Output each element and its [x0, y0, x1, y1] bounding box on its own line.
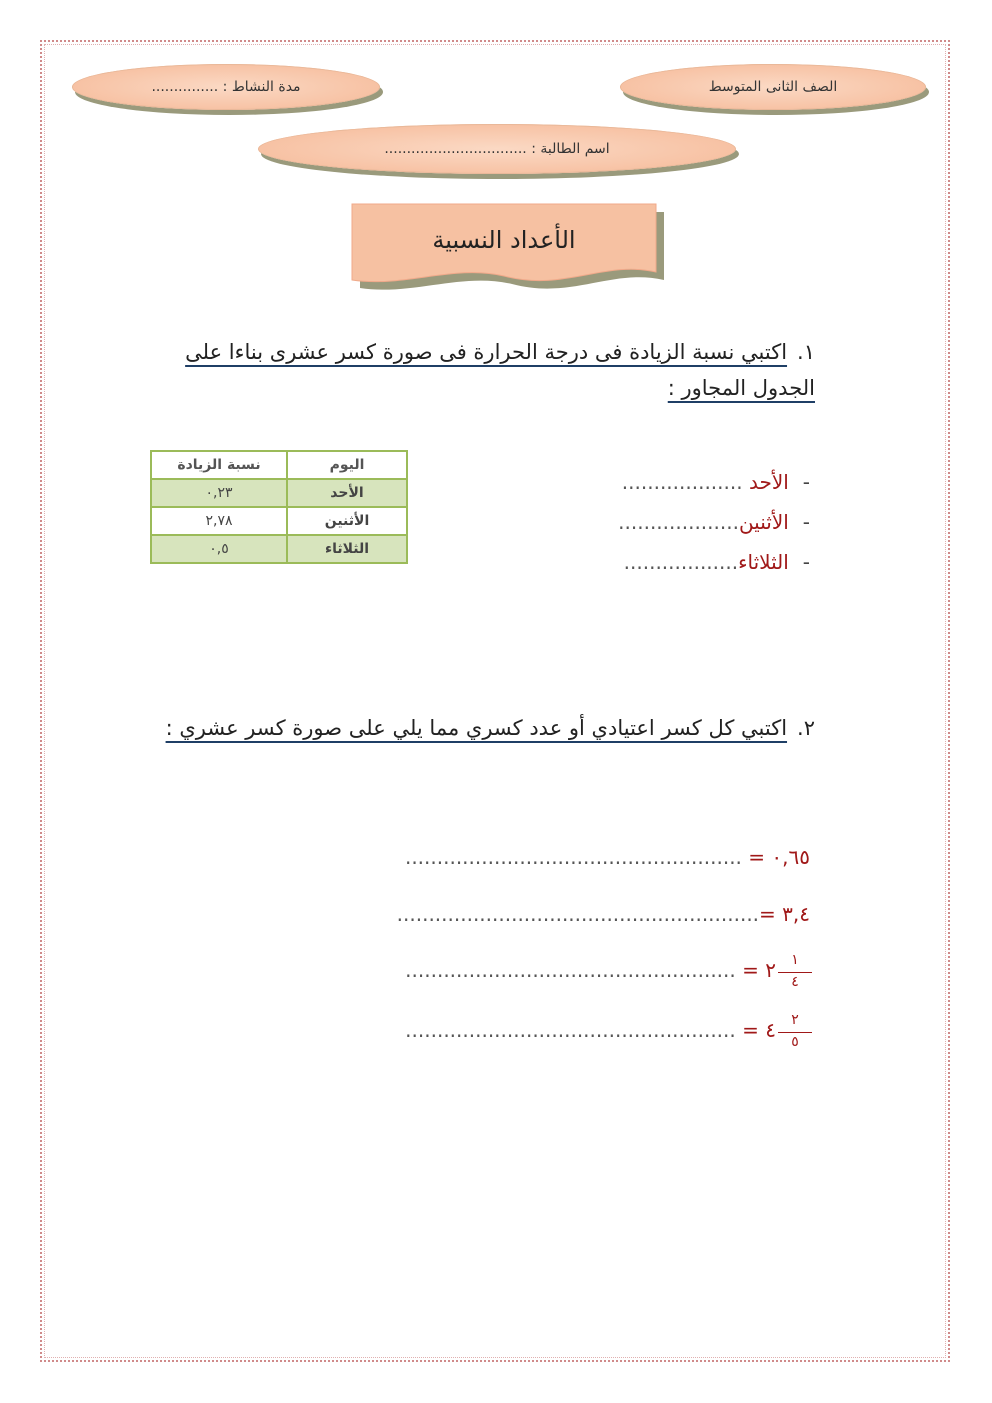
answer-blank[interactable]: ................... [618, 510, 739, 534]
title-banner [348, 200, 660, 288]
student-name-text: اسم الطالبة : ................................ [384, 141, 610, 157]
fraction-bar [778, 972, 812, 973]
row-value: ٠,٢٣ [151, 479, 287, 507]
row-value: ٠,٥ [151, 535, 287, 563]
equation-equals: = [735, 1018, 766, 1042]
answer-label: الثلاثاء [738, 550, 789, 574]
equation-blank[interactable]: ..................................................... [404, 845, 742, 869]
row-day: الثلاثاء [287, 535, 407, 563]
mixed-whole: ٤ [765, 1018, 776, 1042]
fraction-denominator: ٥ [791, 1034, 799, 1050]
question-2 [150, 710, 815, 746]
row-day: الأثنين [287, 507, 407, 535]
table-header-row [151, 451, 407, 479]
table-row [151, 507, 407, 535]
fraction-numerator: ٢ [791, 1012, 799, 1028]
fraction-bar [778, 1032, 812, 1033]
equation-4[interactable] [405, 1018, 776, 1042]
question-2-text: اكتبي كل كسر اعتيادي أو عدد كسري مما يلي على صورة كسر عشري : [165, 716, 788, 740]
equation-equals: = [735, 958, 766, 982]
question-1-text: اكتبي نسبة الزيادة فى درجة الحرارة فى صورة كسر عشرى بناءا على الجدول المجاور : [185, 340, 815, 400]
student-name-field [258, 124, 736, 174]
question-2-number: ٢. [797, 716, 815, 740]
equation-expr: ٠,٦٥ = [741, 845, 810, 869]
equation-blank[interactable]: .................................................... [405, 1018, 736, 1042]
answer-blank[interactable]: .................. [623, 550, 739, 574]
header-increase: نسبة الزيادة [151, 451, 287, 479]
equation-1[interactable] [405, 845, 810, 869]
equation-3[interactable] [405, 958, 776, 982]
header-day: اليوم [287, 451, 407, 479]
page-title: الأعداد النسبية [432, 226, 576, 254]
answer-label: الأحد [748, 470, 789, 494]
equation-2[interactable] [397, 902, 810, 926]
duration-field [72, 64, 380, 110]
duration-text: مدة النشاط : ............... [151, 79, 301, 95]
answer-label: الأثنين [738, 510, 789, 534]
temperature-table [150, 450, 408, 564]
fraction-denominator: ٤ [791, 974, 799, 990]
answer-line-sunday[interactable]: -الأحد ................... [621, 470, 810, 494]
row-day: الأحد [287, 479, 407, 507]
question-1 [150, 334, 815, 406]
mixed-whole: ٢ [765, 958, 776, 982]
equation-blank[interactable]: ......................................................... [396, 902, 760, 926]
answer-line-tuesday[interactable]: -الثلاثاء.................. [623, 550, 810, 574]
fraction-numerator: ١ [791, 952, 799, 968]
equation-expr: ٣,٤ = [759, 902, 810, 926]
table-row [151, 535, 407, 563]
equation-blank[interactable]: .................................................... [405, 958, 736, 982]
row-value: ٢,٧٨ [151, 507, 287, 535]
answer-line-monday[interactable]: -الأثنين................... [618, 510, 810, 534]
grade-label [620, 64, 926, 110]
table-row [151, 479, 407, 507]
question-1-number: ١. [797, 340, 815, 364]
answer-blank[interactable]: ................... [621, 470, 749, 494]
grade-text: الصف الثانى المتوسط [708, 79, 838, 95]
